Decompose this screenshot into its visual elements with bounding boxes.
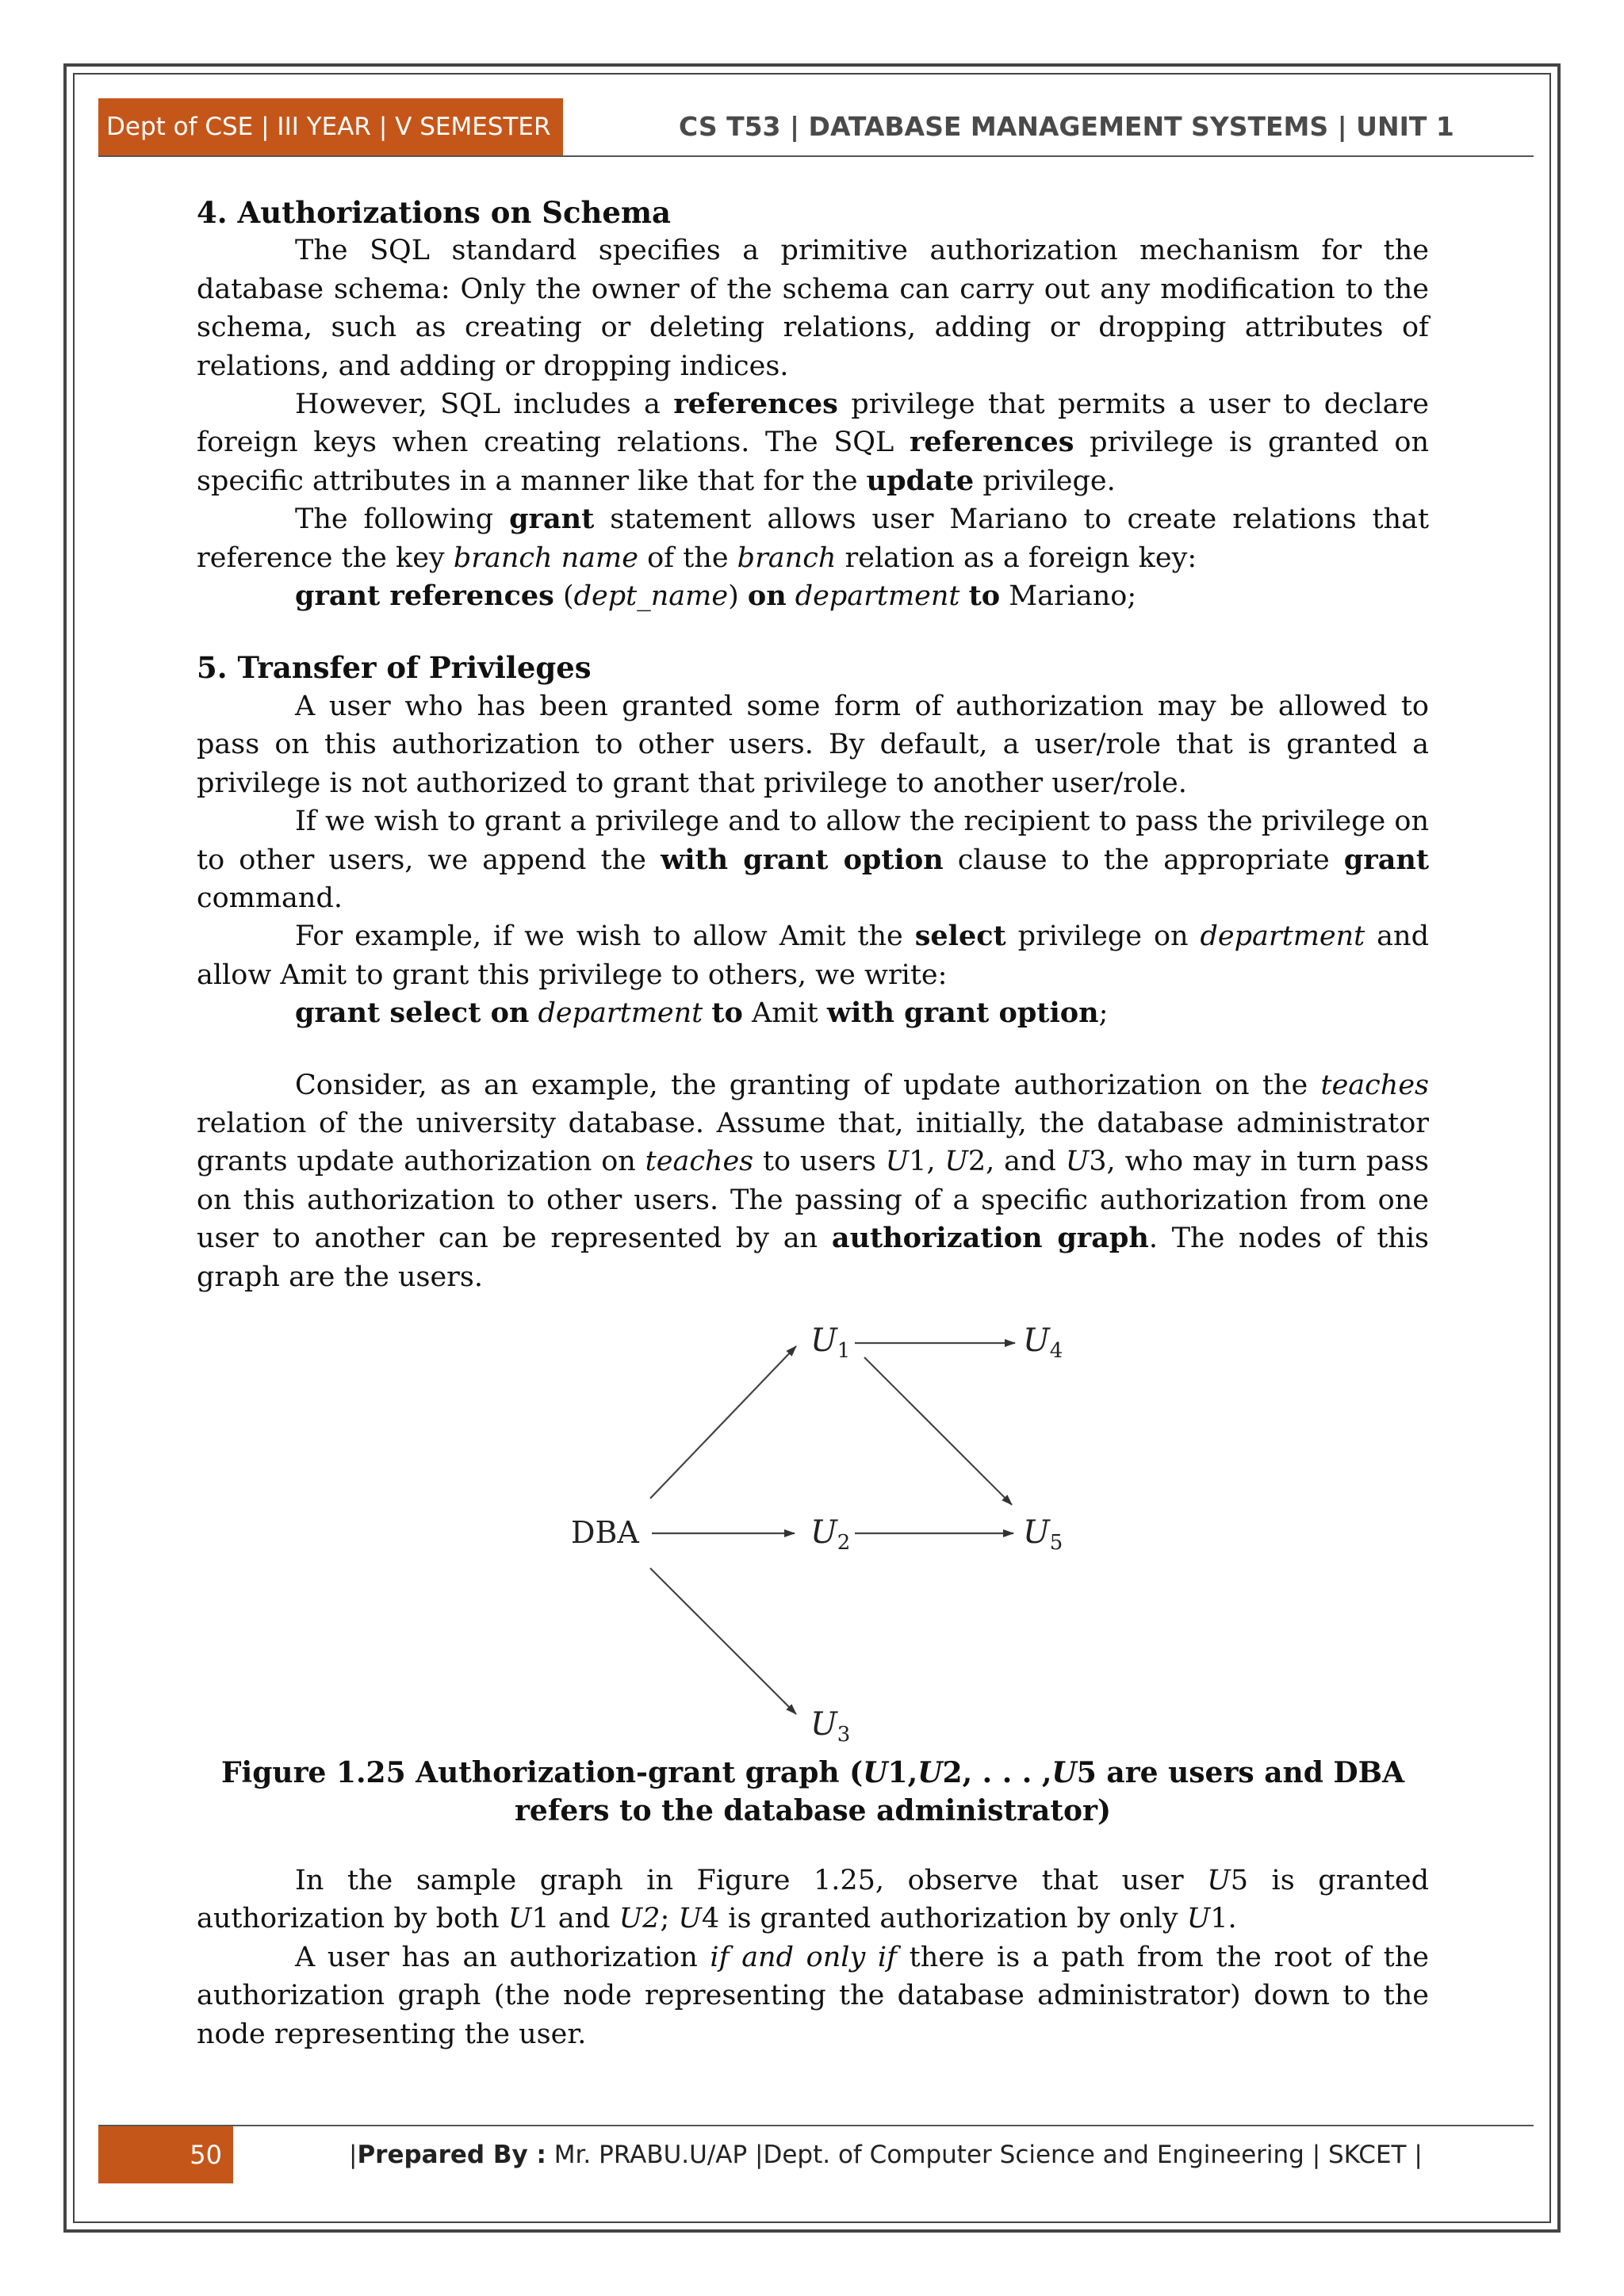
paragraph-sample-graph: In the sample graph in Figure 1.25, observe that user U5 is granted authorization by both U1 and U2; U4 is granted authorization by only U1. [197,1865,1429,1935]
node-u5: $U_5$ [1023,1514,1063,1555]
authorization-graph-figure [555,1307,1078,1751]
paragraph-pass-authorization: A user who has been granted some form of authorization may be allowed to pass on this authorization to other users. By default, a user/role that is granted a privilege is not authorized to grant that privilege to another user/role. [197,690,1429,799]
authorization-graph-svg [555,1307,1078,1751]
header-course-title: CS T53 | DATABASE MANAGEMENT SYSTEMS | UNIT 1 [679,111,1454,142]
node-dba: DBA [571,1515,639,1550]
page-number: 50 [98,2126,233,2183]
section-title-authorizations-on-schema: 4. Authorizations on Schema [197,195,672,230]
paragraph-grant-statement-intro: The following grant statement allows user Mariano to create relations that reference the key branch name of the branch relation as a foreign key: [197,503,1430,574]
node-u3: $U_3$ [810,1706,851,1747]
header-rule [98,155,1534,157]
paragraph-references-privilege: However, SQL includes a references privilege that permits a user to declare foreign keys when creating relations. The SQL references privilege is granted on specific attributes in a manner like that for the update privilege. [197,388,1429,497]
paragraph-authorization-graph: Consider, as an example, the granting of update authorization on the teaches relation of the university database. Assume that, initially, the database administrator grants update authorization on teaches to users U1, U2, and U3, who may in turn pass on this authorization to other users. The passing of a specific authorization from one user to another can be represented by an authorization graph. The nodes of this graph are the users. [197,1069,1429,1293]
main-content [197,193,1429,1296]
footer-prepared-by: |Prepared By : Mr. PRABU.U/AP |Dept. of Computer Science and Engineering | SKCET | [349,2141,1423,2169]
code-grant-references: grant references (dept_name) on department to Mariano; [295,580,1137,613]
section-title-transfer-of-privileges: 5. Transfer of Privileges [197,650,592,686]
edge-dba-u3 [650,1568,796,1714]
paragraph-amit-example: For example, if we wish to allow Amit the select privilege on department and allow Amit to grant this privilege to others, we write: [197,920,1429,991]
node-u4: $U_4$ [1023,1322,1063,1363]
header-department-badge: Dept of CSE | III YEAR | V SEMESTER [98,98,563,155]
paragraph-schema-authorization: The SQL standard specifies a primitive authorization mechanism for the database schema: Only the owner of the schema can carry out any modification to the schema, such as creating or deleting relations, adding or dropping attributes of relations, and adding or dropping indices. [197,235,1429,382]
node-u1: $U_1$ [810,1322,851,1363]
paragraph-with-grant-option: If we wish to grant a privilege and to allow the recipient to pass the privilege on to other users, we append the with grant option clause to the appropriate grant command. [197,806,1430,914]
paragraph-path-from-root: A user has an authorization if and only if there is a path from the root of the authorization graph (the node representing the database administrator) down to the node representing the user. [197,1941,1430,2050]
edge-dba-u1 [650,1346,796,1498]
figure-caption: Figure 1.25 Authorization-grant graph (U1,U2, . . . ,U5 are users and DBA refers to the database administrator) [220,1756,1405,1827]
code-grant-select: grant select on department to Amit with grant option; [295,997,1109,1030]
post-figure-content [197,1862,1429,2053]
edge-u1-u5 [864,1357,1012,1505]
node-u2: $U_2$ [810,1514,851,1555]
